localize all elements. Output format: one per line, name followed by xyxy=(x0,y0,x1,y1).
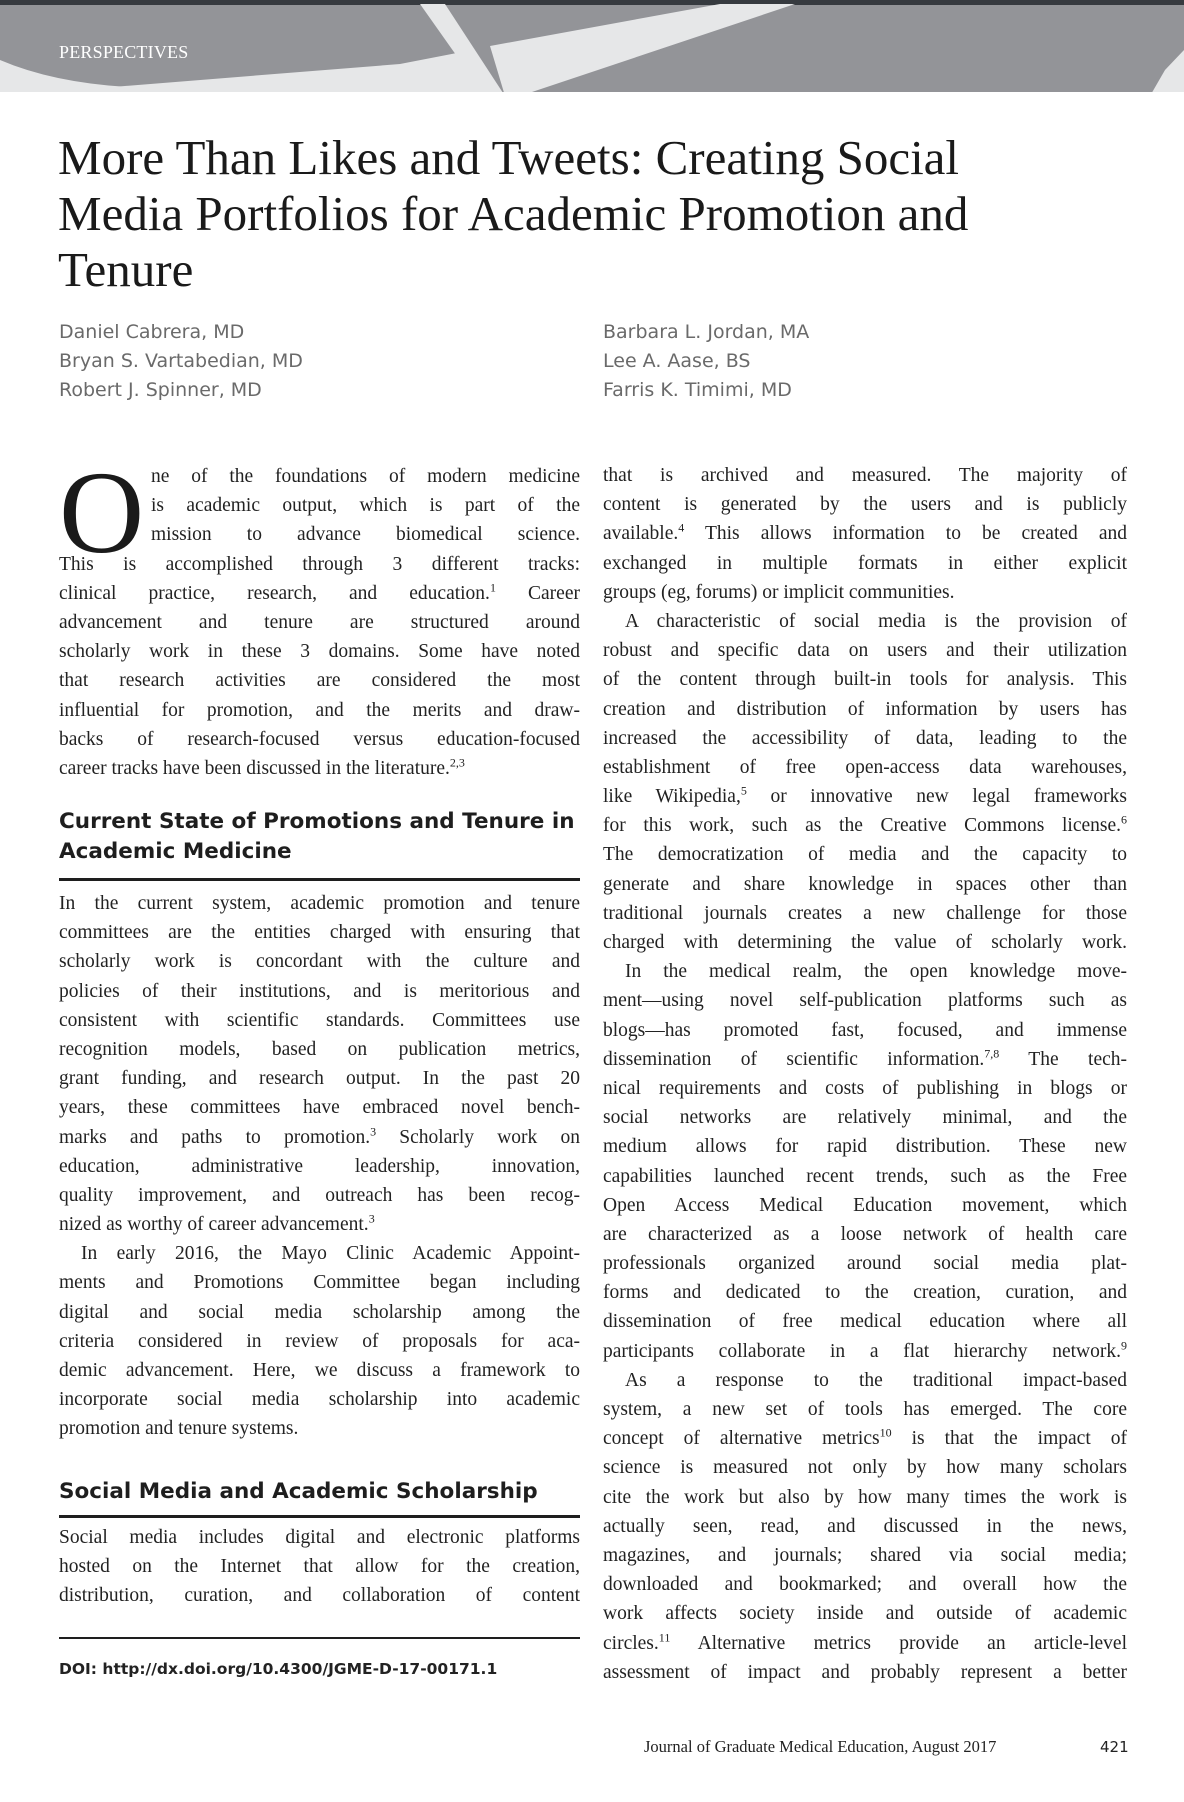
text-line: concept of alternative metrics$^{10}$ is that the impact of xyxy=(603,1425,1127,1450)
text-line: grant funding, and research output. In the past 20 xyxy=(59,1068,580,1090)
author-name: Bryan S. Vartabedian, MD xyxy=(59,350,303,372)
text-line: system, a new set of tools has emerged. The core xyxy=(603,1399,1127,1420)
heading-line: Social Media and Academic Scholarship xyxy=(59,1479,538,1504)
text-line: establishment of free open-access data warehouses, xyxy=(603,756,1127,778)
text-line: scholarly work is concordant with the culture and xyxy=(59,951,580,973)
text-line: In the current system, academic promotion and tenure xyxy=(59,893,580,914)
citation-superscript[interactable]: 3 xyxy=(368,1211,375,1226)
citation-superscript[interactable]: 9 xyxy=(1121,1338,1127,1353)
text-line: available.$^4$ This allows information to be created and xyxy=(603,520,1127,545)
text-line: ment—using novel self-publication platforms such as xyxy=(603,990,1127,1012)
heading-rule xyxy=(59,1515,580,1518)
text-line: increased the accessibility of data, leading to the xyxy=(603,727,1127,749)
citation-superscript[interactable]: 1 xyxy=(489,580,496,595)
text-line: actually seen, read, and discussed in the news, xyxy=(603,1515,1127,1537)
text-line: marks and paths to promotion.$^3$ Scholarly work on xyxy=(59,1124,580,1148)
text-line: recognition models, based on publication metrics, xyxy=(59,1038,580,1060)
text-line: ne of the foundations of modern medicine xyxy=(151,466,580,487)
text-line: clinical practice, research, and education.$^1$ Career xyxy=(59,580,580,604)
text-line: mission to advance biomedical science. xyxy=(151,524,580,546)
title-line: Tenure xyxy=(58,242,194,297)
text-line: quality improvement, and outreach has been recog- xyxy=(59,1184,580,1206)
citation-superscript[interactable]: 11 xyxy=(658,1630,671,1644)
banner-bottom-edge xyxy=(0,92,1184,96)
author-name: Daniel Cabrera, MD xyxy=(59,321,245,343)
text-line: medium allows for rapid distribution. These new xyxy=(603,1136,1127,1158)
text-line: distribution, curation, and collaboration of content xyxy=(59,1585,580,1607)
text-line: magazines, and journals; shared via social media; xyxy=(603,1544,1127,1566)
text-line: In early 2016, the Mayo Clinic Academic Appoint- xyxy=(81,1243,580,1265)
heading-rule xyxy=(59,878,580,881)
section1-body xyxy=(59,889,580,1444)
citation-superscript[interactable]: 2,3 xyxy=(449,755,465,770)
text-line: influential for promotion, and the merits and draw- xyxy=(59,699,580,721)
text-line: like Wikipedia,$^5$ or innovative new legal frameworks xyxy=(603,783,1127,808)
citation-superscript[interactable]: 4 xyxy=(678,520,685,535)
text-line: capabilities launched recent trends, such as the Free xyxy=(603,1165,1127,1187)
text-line: Open Access Medical Education movement, which xyxy=(603,1194,1127,1216)
text-line: scholarly work in these 3 domains. Some have noted xyxy=(59,641,580,663)
text-line: The democratization of media and the capacity to xyxy=(603,844,1127,866)
text-line: dissemination of scientific information.$^{7,8}$ The tech- xyxy=(603,1046,1128,1070)
section2-body xyxy=(59,1523,580,1611)
text-line: circles.$^{11}$ Alternative metrics provide an article-level xyxy=(603,1630,1127,1654)
text-line: generate and share knowledge in spaces other than xyxy=(603,873,1127,895)
author-list-right xyxy=(603,318,809,405)
drop-cap: O xyxy=(59,447,145,578)
text-line: work affects society inside and outside of academic xyxy=(603,1603,1127,1625)
heading-line: Current State of Promotions and Tenure in xyxy=(59,809,575,834)
text-line: charged with determining the value of scholarly work. xyxy=(603,932,1127,953)
text-line: hosted on the Internet that allow for the creation, xyxy=(59,1556,580,1578)
text-line: are characterized as a loose network of health care xyxy=(603,1223,1127,1245)
footnote-rule xyxy=(59,1637,580,1639)
text-line: incorporate social media scholarship into academic xyxy=(59,1389,580,1411)
citation-superscript[interactable]: 6 xyxy=(1121,812,1127,827)
citation-superscript[interactable]: 10 xyxy=(879,1425,892,1440)
text-line: cite the work but also by how many times the work is xyxy=(603,1486,1127,1508)
text-line: professionals organized around social media plat- xyxy=(603,1253,1127,1275)
author-name: Farris K. Timimi, MD xyxy=(603,379,792,401)
text-line: consistent with scientific standards. Committees use xyxy=(59,1009,580,1031)
text-line: demic advancement. Here, we discuss a framework to xyxy=(59,1360,580,1381)
text-line: A characteristic of social media is the provision of xyxy=(625,610,1127,632)
title-line: Media Portfolios for Academic Promotion and xyxy=(58,186,969,241)
text-line: In the medical realm, the open knowledge move- xyxy=(625,961,1127,983)
text-line: that research activities are considered the most xyxy=(59,670,580,692)
text-line: social networks are relatively minimal, and the xyxy=(603,1107,1127,1129)
text-line: assessment of impact and probably represent a better xyxy=(603,1661,1127,1683)
heading-line: Academic Medicine xyxy=(59,839,292,864)
text-line: robust and specific data on users and their utilization xyxy=(603,640,1127,662)
author-name: Barbara L. Jordan, MA xyxy=(603,321,810,343)
author-name: Robert J. Spinner, MD xyxy=(59,379,262,401)
citation-superscript[interactable]: 5 xyxy=(740,783,747,798)
section-heading-social-media xyxy=(59,1477,580,1507)
citation-superscript[interactable]: 3 xyxy=(370,1124,377,1138)
text-line: creation and distribution of information by users has xyxy=(603,698,1127,720)
text-line: for this work, such as the Creative Commons license.$^6$ xyxy=(603,812,1127,837)
text-line: blogs—has promoted fast, focused, and immense xyxy=(603,1019,1127,1041)
author-name: Lee A. Aase, BS xyxy=(603,350,751,372)
text-line: Social media includes digital and electronic platforms xyxy=(59,1527,580,1548)
text-line: policies of their institutions, and is meritorious and xyxy=(59,980,580,1002)
text-line: nized as worthy of career advancement.$^3$ xyxy=(59,1211,375,1236)
author-list-left xyxy=(59,318,303,405)
text-line: criteria considered in review of proposals for aca- xyxy=(59,1330,580,1352)
text-line: committees are the entities charged with ensuring that xyxy=(59,922,580,944)
intro-paragraph xyxy=(59,550,580,784)
banner-top-bar xyxy=(0,0,1184,5)
text-line: promotion and tenure systems. xyxy=(59,1418,299,1440)
title-line: More Than Likes and Tweets: Creating Social xyxy=(58,130,960,185)
journal-citation: Journal of Graduate Medical Education, August 2017 xyxy=(644,1737,997,1756)
text-line: science is measured not only by how many scholars xyxy=(603,1457,1127,1479)
text-line: nical requirements and costs of publishing in blogs or xyxy=(603,1077,1127,1099)
text-line: advancement and tenure are structured around xyxy=(59,611,580,633)
intro-dropcap-lines xyxy=(151,462,580,550)
text-line: digital and social media scholarship among the xyxy=(59,1301,580,1323)
text-line: backs of research-focused versus education-focused xyxy=(59,728,580,750)
text-line: content is generated by the users and is publicly xyxy=(603,494,1127,516)
text-line: dissemination of free medical education where all xyxy=(603,1311,1127,1333)
text-line: groups (eg, forums) or implicit communities. xyxy=(603,581,955,603)
section-banner xyxy=(0,0,1184,96)
text-line: ments and Promotions Committee began including xyxy=(59,1272,580,1294)
doi-link[interactable]: DOI: http://dx.doi.org/10.4300/JGME-D-17-00171.1 xyxy=(59,1660,498,1678)
citation-superscript[interactable]: 7,8 xyxy=(984,1046,1000,1061)
text-line: career tracks have been discussed in the literature.$^{2,3}$ xyxy=(59,755,465,779)
section-heading-current-state xyxy=(59,807,580,867)
text-line: that is archived and measured. The majority of xyxy=(603,465,1127,486)
text-line: As a response to the traditional impact-based xyxy=(625,1369,1127,1391)
page-number: 421 xyxy=(1100,1738,1129,1756)
text-line: This is accomplished through 3 different tracks: xyxy=(59,553,580,575)
text-line: is academic output, which is part of the xyxy=(151,495,580,517)
section-label: PERSPECTIVES xyxy=(59,42,189,62)
text-line: of the content through built-in tools for analysis. This xyxy=(603,669,1127,691)
right-column-body xyxy=(603,461,1127,1687)
text-line: forms and dedicated to the creation, curation, and xyxy=(603,1282,1127,1304)
text-line: downloaded and bookmarked; and overall how the xyxy=(603,1574,1127,1596)
text-line: years, these committees have embraced novel bench- xyxy=(59,1097,580,1119)
text-line: participants collaborate in a flat hierarchy network.$^9$ xyxy=(603,1338,1127,1362)
text-line: education, administrative leadership, innovation, xyxy=(59,1155,580,1177)
article-title xyxy=(58,130,1058,298)
text-line: traditional journals creates a new challenge for those xyxy=(603,902,1127,924)
text-line: exchanged in multiple formats in either explicit xyxy=(603,552,1127,574)
